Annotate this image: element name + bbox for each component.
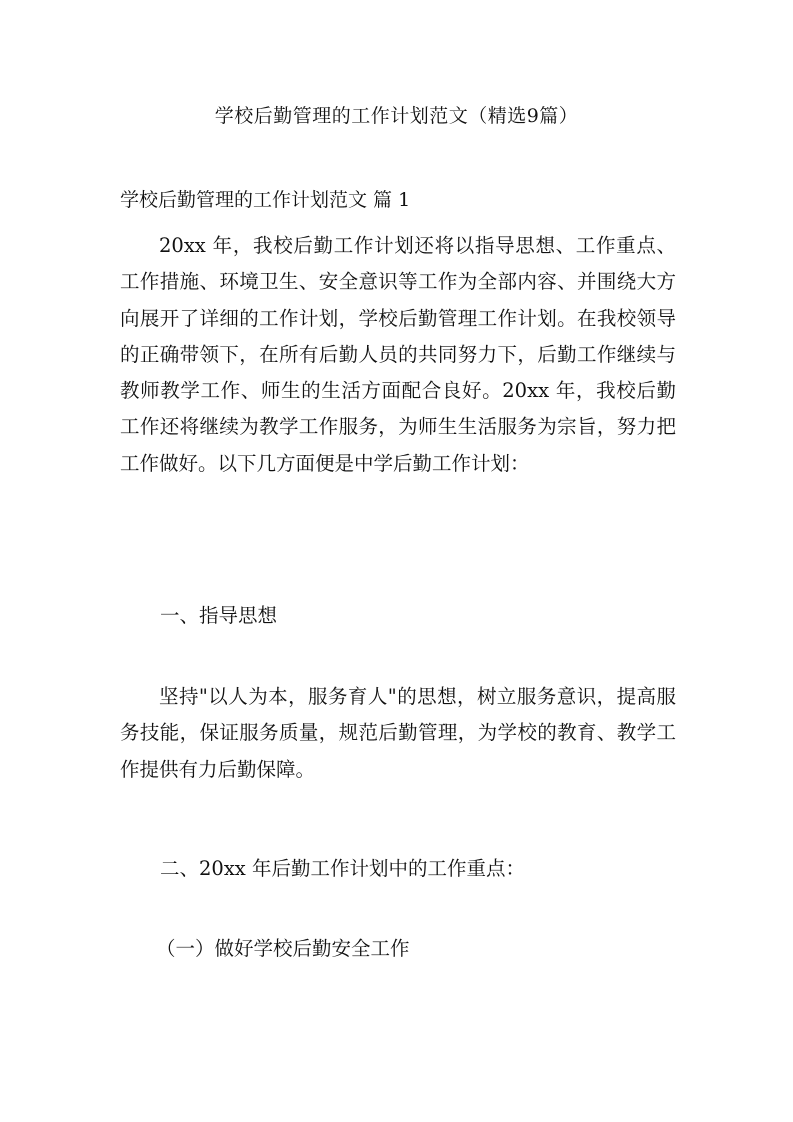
heading-guiding-ideology: 一、指导思想 [160, 604, 278, 627]
paragraph-guiding-ideology: 坚持"以人为本，服务育人"的思想，树立服务意识，提高服务技能，保证服务质量，规范后勤管理，为学校的教育、教学工作提供有力后勤保障。 [120, 685, 676, 781]
document-title: 学校后勤管理的工作计划范文（精选9篇） [214, 105, 579, 127]
heading-work-focus: 二、20xx 年后勤工作计划中的工作重点： [160, 857, 526, 880]
heading-safety-work: （一）做好学校后勤安全工作 [156, 937, 410, 960]
section-heading: 学校后勤管理的工作计划范文 篇 1 [120, 189, 411, 211]
paragraph-intro: 20xx 年，我校后勤工作计划还将以指导思想、工作重点、工作措施、环境卫生、安全意识等工作为全部内容、并围绕大方向展开了详细的工作计划，学校后勤管理工作计划。在我校领导的正确带领下，在所有后勤人员的共同努力下，后勤工作继续与教师教学工作、师生的生活方面配合良好。20xx 年，我校后勤工作还将继续为教学工作服务，为师生生活服务为宗旨，努力把工作做好。以下几方面便是中学后勤工作计划： [120, 234, 676, 475]
